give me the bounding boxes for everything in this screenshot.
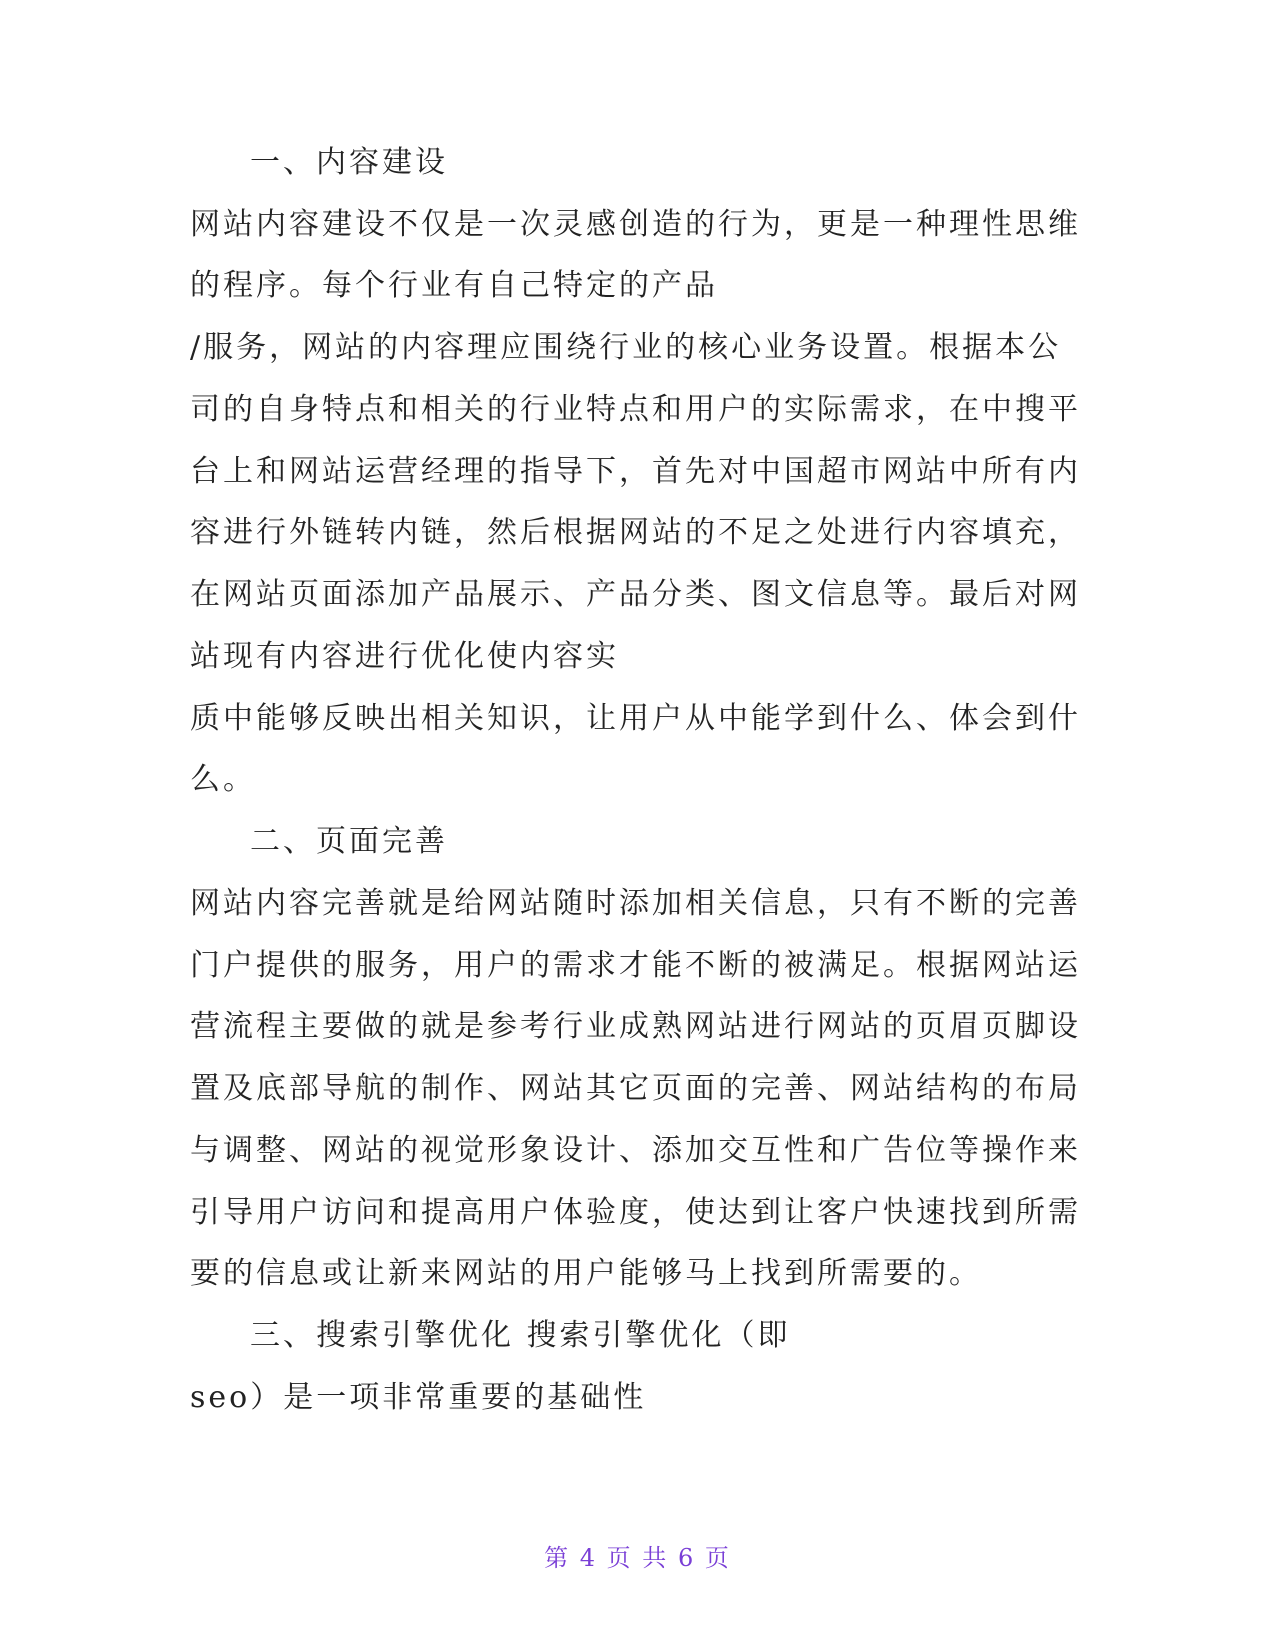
heading-seo: 三、搜索引擎优化 搜索引擎优化（即 bbox=[250, 1318, 791, 1353]
paragraph-line: 网站内容完善就是给网站随时添加相关信息，只有不断的完善 bbox=[190, 886, 1081, 921]
paragraph-line: 司的自身特点和相关的行业特点和用户的实际需求，在中搜平 bbox=[190, 392, 1081, 427]
page-number-footer: 第 4 页 共 6 页 bbox=[544, 1544, 731, 1572]
paragraph-line: 的程序。每个行业有自己特定的产品 bbox=[190, 268, 718, 303]
paragraph-line: 在网站页面添加产品展示、产品分类、图文信息等。最后对网 bbox=[190, 577, 1081, 612]
paragraph-line: 台上和网站运营经理的指导下，首先对中国超市网站中所有内 bbox=[190, 454, 1081, 489]
paragraph-line: 要的信息或让新来网站的用户能够马上找到所需要的。 bbox=[190, 1256, 982, 1291]
paragraph-line: 引导用户访问和提高用户体验度，使达到让客户快速找到所需 bbox=[190, 1195, 1081, 1230]
heading-content-building: 一、内容建设 bbox=[250, 145, 448, 180]
paragraph-line: 网站内容建设不仅是一次灵感创造的行为，更是一种理性思维 bbox=[190, 207, 1081, 242]
paragraph-line: 置及底部导航的制作、网站其它页面的完善、网站结构的布局 bbox=[190, 1071, 1081, 1106]
paragraph-line: 站现有内容进行优化使内容实 bbox=[190, 639, 619, 674]
paragraph-line: 营流程主要做的就是参考行业成熟网站进行网站的页眉页脚设 bbox=[190, 1009, 1081, 1044]
paragraph-line: /服务，网站的内容理应围绕行业的核心业务设置。根据本公 bbox=[190, 330, 1062, 365]
paragraph-line: seo）是一项非常重要的基础性 bbox=[190, 1380, 647, 1415]
paragraph-line: 么。 bbox=[190, 762, 256, 797]
paragraph-line: 与调整、网站的视觉形象设计、添加交互性和广告位等操作来 bbox=[190, 1133, 1081, 1168]
paragraph-line: 质中能够反映出相关知识，让用户从中能学到什么、体会到什 bbox=[190, 701, 1081, 736]
paragraph-line: 容进行外链转内链，然后根据网站的不足之处进行内容填充， bbox=[190, 515, 1081, 550]
paragraph-line: 门户提供的服务，用户的需求才能不断的被满足。根据网站运 bbox=[190, 948, 1081, 983]
heading-page-improvement: 二、页面完善 bbox=[250, 824, 448, 859]
